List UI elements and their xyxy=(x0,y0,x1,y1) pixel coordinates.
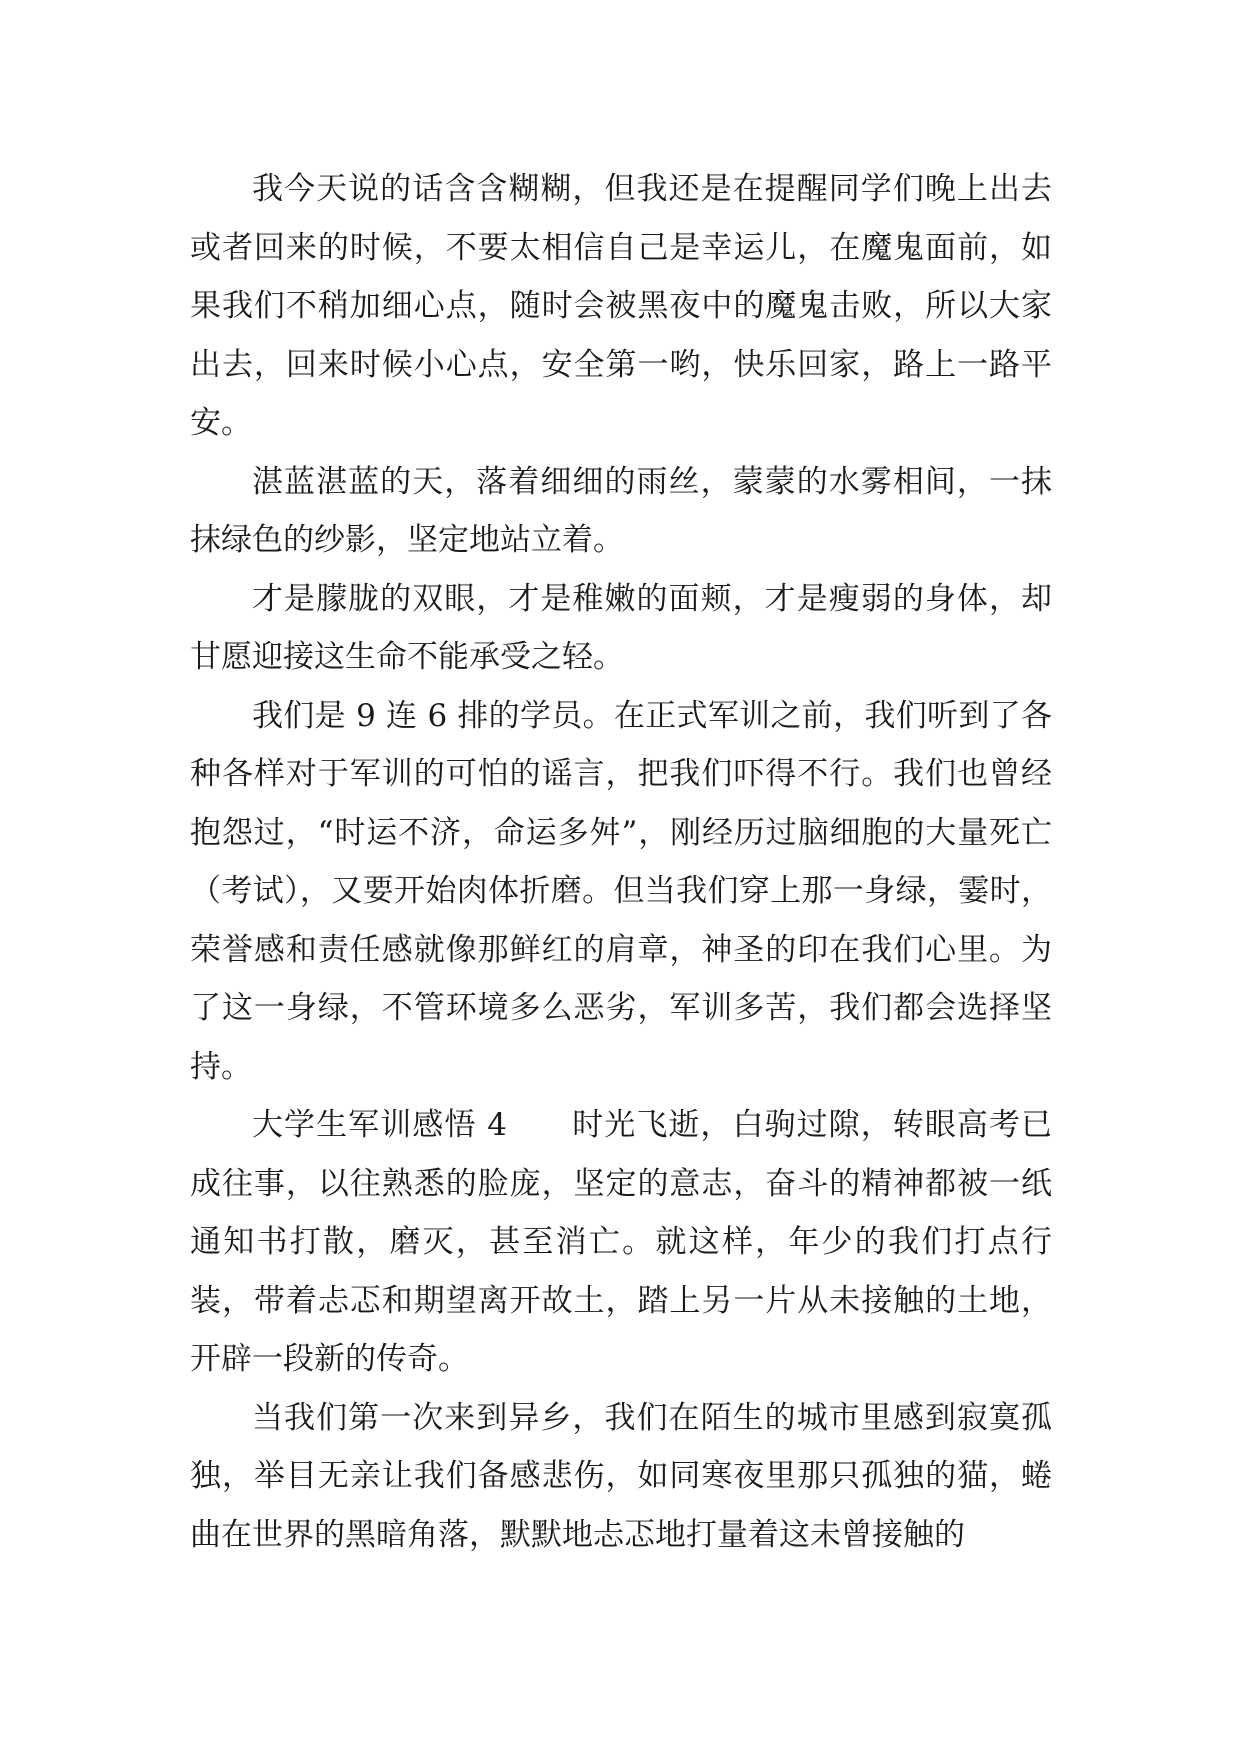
paragraph-5: 大学生军训感悟 4 时光飞逝，白驹过隙，转眼高考已成往事，以往熟悉的脸庞，坚定的意志，奋斗的精神都被一纸通知书打散，磨灭，甚至消亡。就这样，年少的我们打点行装，带着忐忑和期望离开故土，踏上另一片从未接触的土地，开辟一段新的传奇。 xyxy=(190,1107,1052,1377)
paragraph-4: 我们是 9 连 6 排的学员。在正式军训之前，我们听到了各种各样对于军训的可怕的谣言，把我们吓得不行。我们也曾经抱怨过，“时运不济，命运多舛”，刚经历过脑细胞的大量死亡（考试），又要开始肉体折磨。但当我们穿上那一身绿，霎时，荣誉感和责任感就像那鲜红的肩章，神圣的印在我们心里。为了这一身绿，不管环境多么恶劣，军训多苦，我们都会选择坚持。 xyxy=(190,697,1052,1085)
paragraph-3: 才是朦胧的双眼，才是稚嫩的面颊，才是瘦弱的身体，却甘愿迎接这生命不能承受之轻。 xyxy=(190,580,1052,675)
paragraph-1: 我今天说的话含含糊糊，但我还是在提醒同学们晚上出去或者回来的时候，不要太相信自己是幸运儿，在魔鬼面前，如果我们不稍加细心点，随时会被黑夜中的魔鬼击败，所以大家出去，回来时候小心点，安全第一哟，快乐回家，路上一路平安。 xyxy=(190,171,1052,441)
paragraph-2: 湛蓝湛蓝的天，落着细细的雨丝，蒙蒙的水雾相间，一抹抹绿色的纱影，坚定地站立着。 xyxy=(190,463,1052,558)
document-body xyxy=(190,160,1052,1564)
paragraph-6: 当我们第一次来到异乡，我们在陌生的城市里感到寂寞孤独，举目无亲让我们备感悲伤，如同寒夜里那只孤独的猫，蜷曲在世界的黑暗角落，默默地忐忑地打量着这未曾接触的 xyxy=(190,1399,1052,1553)
